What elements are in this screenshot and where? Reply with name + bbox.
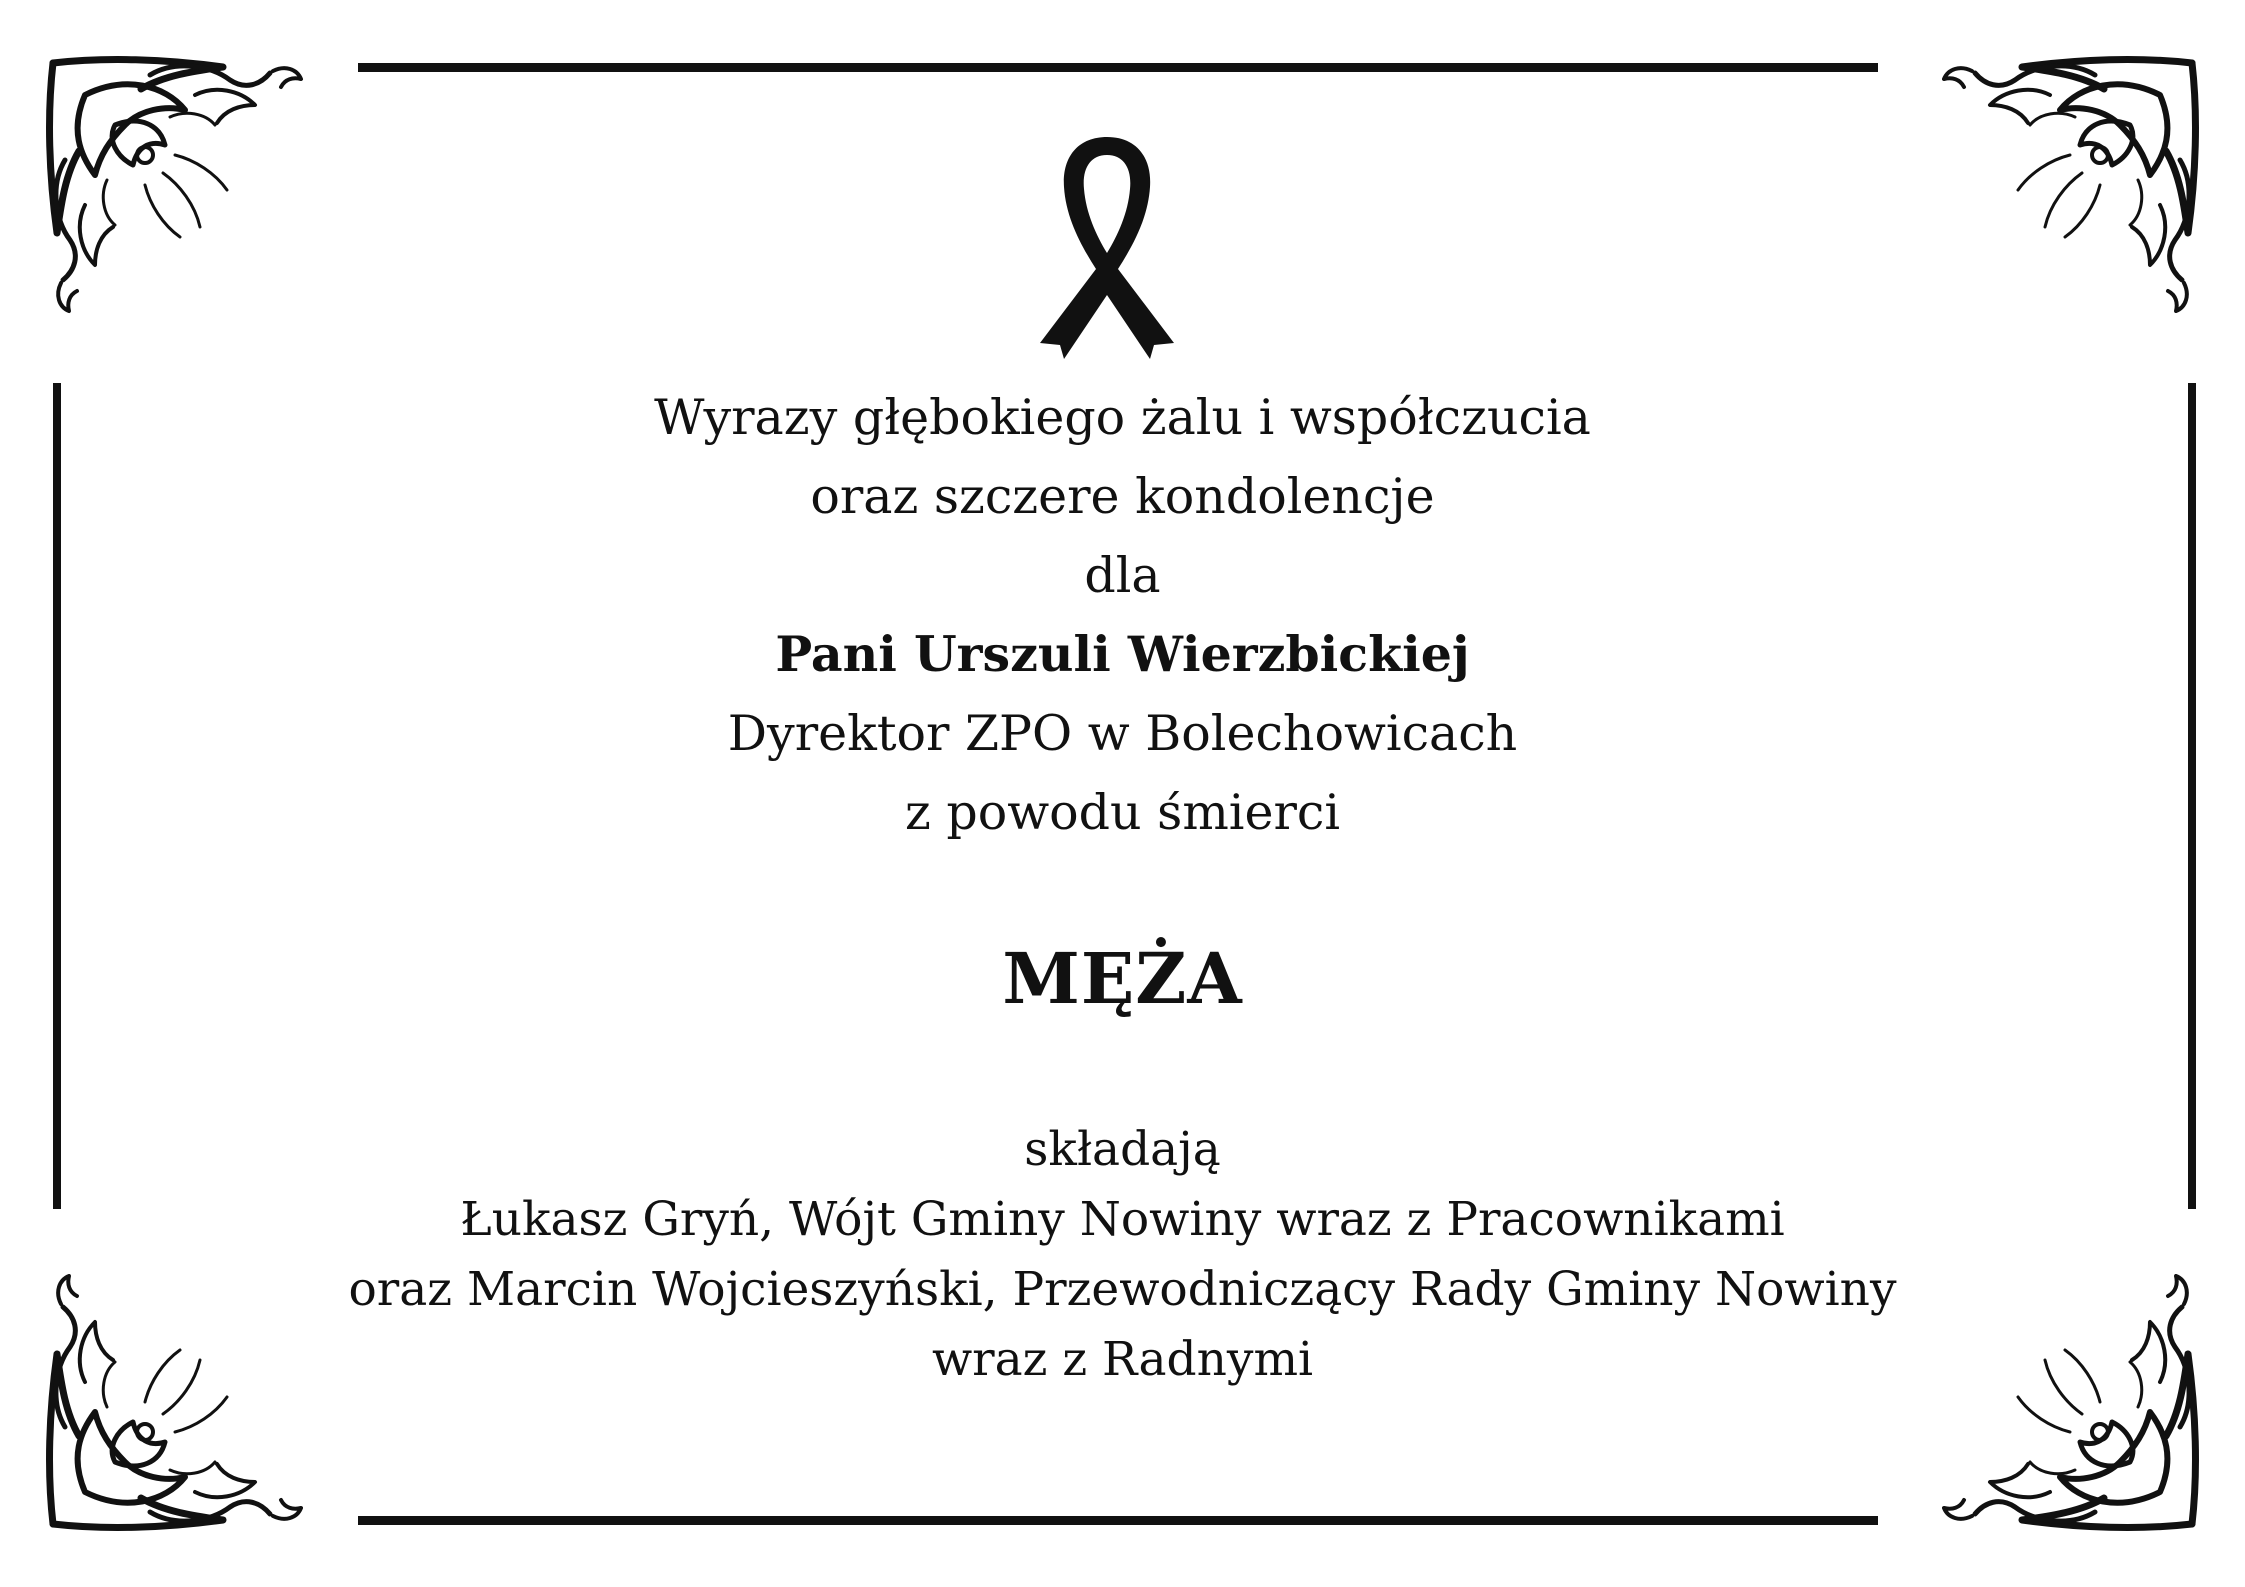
condolence-line-1: Wyrazy głębokiego żalu i współczucia [654,389,1591,446]
sender-line-1: Łukasz Gryń, Wójt Gminy Nowiny wraz z Pracownikami [460,1192,1785,1247]
condolence-reason: z powodu śmierci [904,784,1341,841]
recipient-role: Dyrektor ZPO w Bolechowicach [727,705,1518,762]
sender-line-3: wraz z Radnymi [931,1332,1314,1387]
senders-intro: składają [1024,1122,1221,1177]
ornamental-corner-top-right-icon [1920,55,2200,335]
frame-bottom-border [358,1516,1878,1525]
condolence-line-2: oraz szczere kondolencje [810,468,1435,525]
senders-block [0,1115,2245,1395]
deceased-relation-block [0,934,2245,1024]
ornamental-corner-top-left-icon [45,55,325,335]
sender-line-2: oraz Marcin Wojcieszyński, Przewodniczący Rady Gminy Nowiny [348,1262,1897,1317]
frame-top-border [358,63,1878,72]
mourning-ribbon-icon [1036,135,1178,360]
recipient-name: Pani Urszuli Wierzbickiej [775,625,1470,683]
deceased-relation-title: MĘŻA [1002,937,1243,1020]
condolence-line-3: dla [1084,547,1161,604]
condolence-header-block [0,378,2245,852]
